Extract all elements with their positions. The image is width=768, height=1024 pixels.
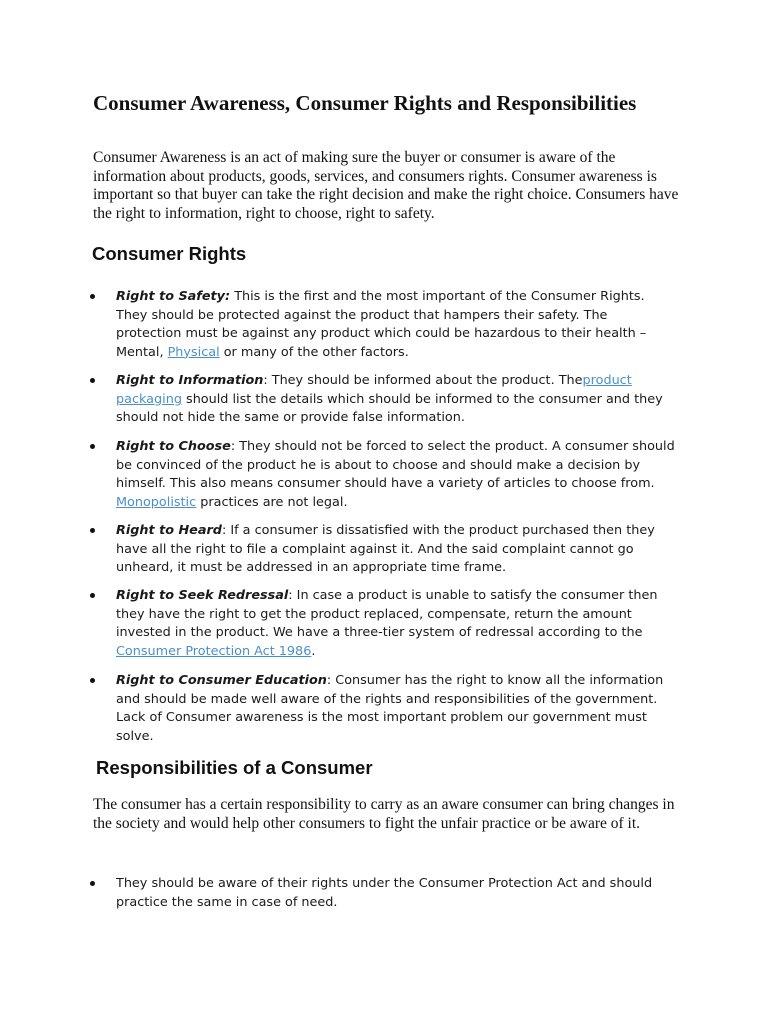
right-description: : Consumer has the right to know all the information and should be made well aware of the rights and responsibilities of the government. Lack of Consumer awareness is the most important problem our government must solve. xyxy=(116,673,664,744)
right-term: Right to Information xyxy=(116,373,264,388)
right-description-tail: practices are not legal. xyxy=(196,494,348,510)
product-packaging-link[interactable]: product packaging xyxy=(116,373,632,407)
consumer-protection-act-link[interactable]: Consumer Protection Act 1986 xyxy=(116,643,312,659)
right-term: Right to Heard xyxy=(116,523,222,538)
right-description-tail: . xyxy=(311,643,316,659)
right-term: Right to Seek Redressal xyxy=(116,588,289,603)
list-item-text xyxy=(116,522,676,578)
right-term: Right to Choose xyxy=(116,439,231,454)
list-item-text xyxy=(116,587,676,661)
right-description-tail: should list the details which should be informed to the consumer and they should not hide the same or provide false information. xyxy=(116,391,663,426)
list-item-text xyxy=(116,438,676,512)
list-item-text xyxy=(116,288,676,362)
bullet-icon xyxy=(90,881,95,886)
bullet-icon xyxy=(90,593,95,598)
list-item-text: They should be aware of their rights under the Consumer Protection Act and should practice the same in case of need. xyxy=(116,876,653,910)
list-item-text xyxy=(116,372,676,428)
responsibilities-paragraph: The consumer has a certain responsibility to carry as an aware consumer can bring changes in the society and would help other consumers to fight the unfair practice or be aware of it. xyxy=(93,796,675,832)
consumer-rights-heading: Consumer Rights xyxy=(92,243,247,264)
page-title: Consumer Awareness, Consumer Rights and Responsibilities xyxy=(93,91,637,115)
responsibilities-heading: Responsibilities of a Consumer xyxy=(96,757,373,778)
intro-paragraph: Consumer Awareness is an act of making sure the buyer or consumer is aware of the information about products, goods, services, and consumers rights. Consumer awareness is important so that buyer can take the right decision and make the right choice. Consumers have the right to information, right to choose, right to safety. xyxy=(93,149,679,222)
bullet-icon xyxy=(90,444,95,449)
list-item-text xyxy=(116,672,676,746)
right-description: : If a consumer is dissatisfied with the product purchased then they have all the right to file a complaint against it. And the said complaint cannot go unheard, it must be addressed in an appropriate time frame. xyxy=(116,523,655,576)
right-description-tail: or many of the other factors. xyxy=(219,344,409,360)
right-description: : They should not be forced to select the product. A consumer should be convinced of the product he is about to choose and should make a decision by himself. This also means consumer should have a variety of articles to choose from. xyxy=(116,439,675,492)
right-description: : They should be informed about the product. The xyxy=(263,373,583,388)
bullet-icon xyxy=(90,678,95,683)
physical-link[interactable]: Physical xyxy=(167,344,220,360)
right-description: This is the first and the most important of the Consumer Rights. They should be protected against the product that hampers their safety. The protection must be against any product which could be hazardous to their health – Mental, xyxy=(116,289,647,360)
bullet-icon xyxy=(90,378,95,383)
bullet-icon xyxy=(90,528,95,533)
monopolistic-link[interactable]: Monopolistic xyxy=(116,494,197,510)
right-description: : In case a product is unable to satisfy the consumer then they have the right to get the product replaced, compensate, return the amount invested in the product. We have a three-tier system of redressal according to the xyxy=(116,588,658,641)
right-term: Right to Consumer Education xyxy=(116,673,327,688)
right-term: Right to Safety: xyxy=(116,289,231,304)
bullet-icon xyxy=(90,294,95,299)
